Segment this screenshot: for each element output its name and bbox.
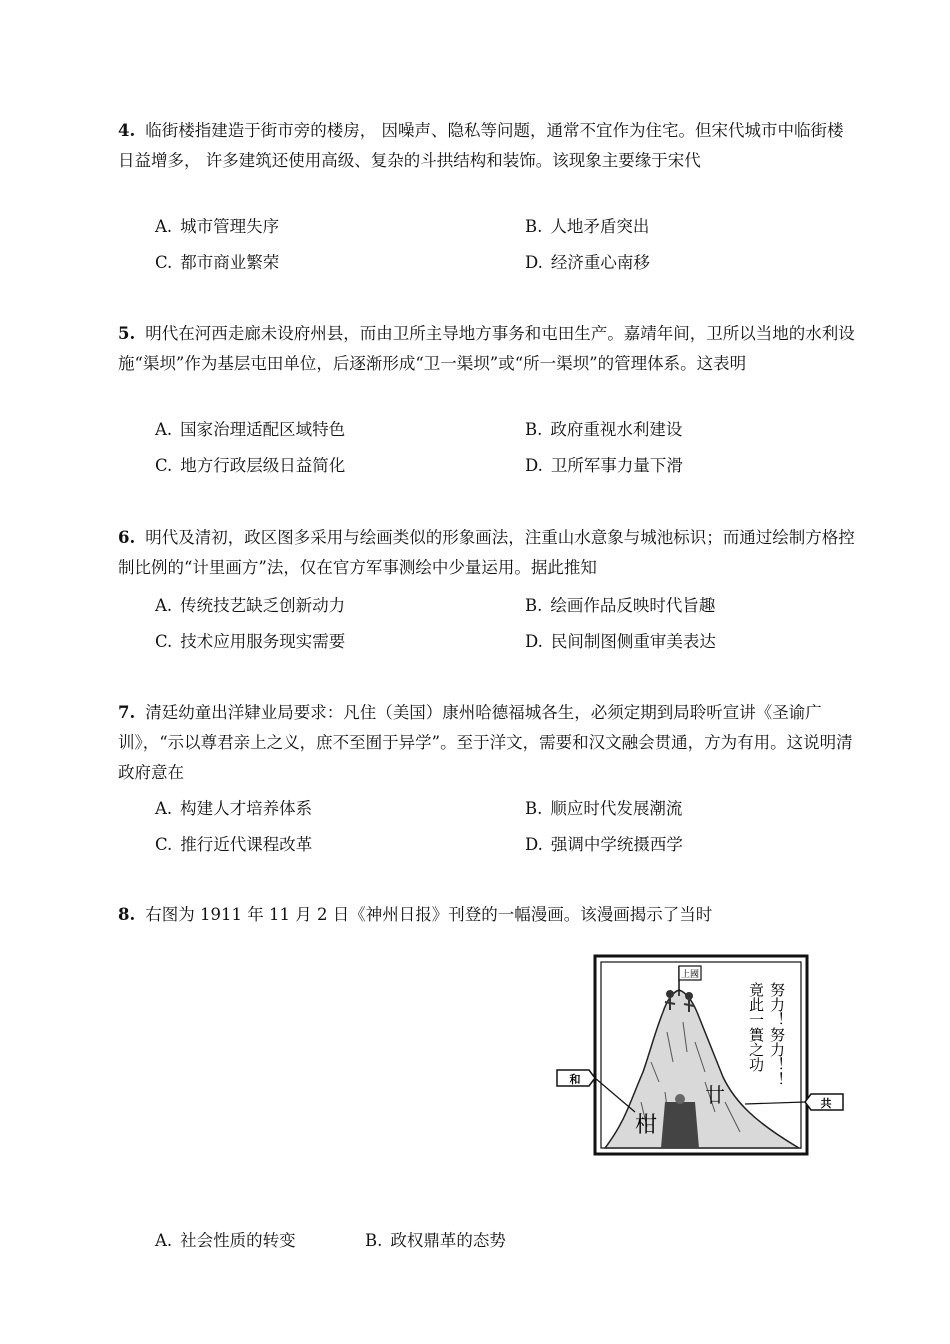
option-c[interactable]: C. 技术应用服务现实需要	[155, 632, 346, 651]
option-a[interactable]: A. 社会性质的转变	[155, 1231, 296, 1250]
option-b[interactable]: B. 绘画作品反映时代旨趣	[525, 596, 716, 615]
question-number: 4.	[118, 121, 136, 140]
question-stem: 右图为 1911 年 11 月 2 日《神州日报》刊登的一幅漫画。该漫画揭示了当时	[145, 905, 713, 924]
question-stem: 清廷幼童出洋肄业局要求：凡住（美国）康州哈德福城各生，必须定期到局聆听宣讲《圣谕广训》，“示以尊君亲上之义，庶不至囿于异学”。至于洋文，需要和汉文融会贯通，方为有用。这说明清政府意在	[118, 703, 853, 782]
climber-figure	[666, 990, 674, 998]
question-stem: 明代在河西走廊未设府州县，而由卫所主导地方事务和屯田生产。嘉靖年间，卫所以当地的水利设施“渠坝”作为基层屯田单位，后逐渐形成“卫一渠坝”或“所一渠坝”的管理体系。这表明	[118, 324, 855, 373]
right-tag-text: 共	[820, 1097, 832, 1110]
cartoon-illustration	[555, 952, 845, 1158]
option-d[interactable]: D. 民间制图侧重审美表达	[525, 632, 716, 651]
mountain-character-left: 柑	[635, 1113, 658, 1138]
question-number: 7.	[118, 703, 136, 722]
option-c[interactable]: C. 都市商业繁荣	[155, 253, 280, 272]
mountain-character-right: 廿	[705, 1083, 725, 1107]
flag-text: 上國	[680, 970, 700, 980]
option-b[interactable]: B. 顺应时代发展潮流	[525, 799, 683, 818]
left-tag-text: 和	[569, 1073, 581, 1086]
question-4	[118, 116, 858, 176]
question-number: 6.	[118, 528, 136, 547]
caption-left-column: 竟此一簣之功	[747, 982, 765, 1072]
question-stem: 临街楼指建造于街市旁的楼房， 因噪声、隐私等问题，通常不宜作为住宅。但宋代城市中临街楼日益增多， 许多建筑还使用高级、复杂的斗拱结构和装饰。该现象主要缘于宋代	[118, 121, 844, 170]
option-c[interactable]: C. 地方行政层级日益简化	[155, 456, 346, 475]
caption-right-column: 努力！努力！！	[768, 982, 786, 1087]
question-number: 8.	[118, 905, 136, 924]
option-b[interactable]: B. 人地矛盾突出	[525, 217, 650, 236]
option-c[interactable]: C. 推行近代课程改革	[155, 835, 313, 854]
question-stem: 明代及清初，政区图多采用与绘画类似的形象画法，注重山水意象与城池标识；而通过绘制方格控制比例的“计里画方”法，仅在官方军事测绘中少量运用。据此推知	[118, 528, 855, 577]
crowd-head	[675, 1094, 685, 1104]
question-5	[118, 319, 858, 379]
climber-figure	[685, 992, 693, 1000]
crowd-group	[661, 1102, 699, 1148]
option-b[interactable]: B. 政府重视水利建设	[525, 420, 683, 439]
question-8	[118, 900, 858, 930]
option-a[interactable]: A. 传统技艺缺乏创新动力	[155, 596, 346, 615]
question-7	[118, 698, 858, 788]
option-a[interactable]: A. 构建人才培养体系	[155, 799, 313, 818]
question-6	[118, 523, 858, 583]
option-d[interactable]: D. 强调中学统摄西学	[525, 835, 683, 854]
option-d[interactable]: D. 卫所军事力量下滑	[525, 456, 683, 475]
option-b[interactable]: B. 政权鼎革的态势	[365, 1231, 506, 1250]
option-a[interactable]: A. 城市管理失序	[155, 217, 280, 236]
option-d[interactable]: D. 经济重心南移	[525, 253, 650, 272]
question-number: 5.	[118, 324, 136, 343]
option-a[interactable]: A. 国家治理适配区域特色	[155, 420, 346, 439]
